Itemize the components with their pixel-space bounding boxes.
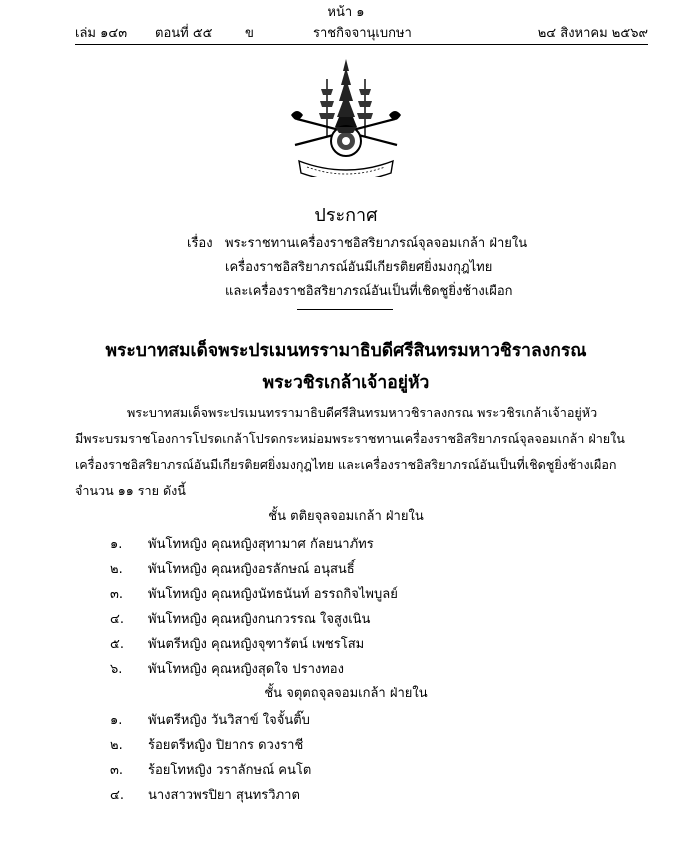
recipient-item <box>110 758 311 783</box>
recipient-list-quaternary <box>110 708 311 808</box>
item-number: ๕. <box>110 637 124 652</box>
recipient-item <box>110 582 398 607</box>
royal-title-line: พระบาทสมเด็จพระปรเมนทรรามาธิบดีศรีสินทรมหาวชิราลงกรณ <box>105 341 587 361</box>
item-number: ๔. <box>110 612 124 627</box>
item-number: ๑. <box>110 537 123 552</box>
publish-date: ๒๔ สิงหาคม ๒๕๖๙ <box>537 26 648 41</box>
recipient-item <box>110 733 311 758</box>
recipient-name: พันโทหญิง คุณหญิงกนกวรรณ ใจสูงเนิน <box>148 612 371 627</box>
body-line: จำนวน ๑๑ ราย ดังนี้ <box>75 483 186 498</box>
item-number: ๓. <box>110 763 124 778</box>
gazette-name: ราชกิจจานุเบกษา <box>313 26 412 41</box>
section-letter: ข <box>245 26 254 41</box>
subject-line: พระราชทานเครื่องราชอิสริยาภรณ์จุลจอมเกล้า ฝ่ายใน <box>225 236 528 251</box>
recipient-item <box>110 607 398 632</box>
recipient-name: พันโทหญิง คุณหญิงนัทธนันท์ อรรถกิจไพบูลย์ <box>148 587 398 602</box>
volume-number: เล่ม ๑๔๓ <box>75 26 128 41</box>
header-divider <box>75 44 648 45</box>
subject-label: เรื่อง <box>187 236 213 251</box>
page-number: หน้า ๑ <box>327 5 365 20</box>
recipient-name: ร้อยโทหญิง วราลักษณ์ คนโต <box>148 763 312 778</box>
recipient-item <box>110 657 398 682</box>
royal-emblem-icon <box>287 57 405 177</box>
item-number: ๖. <box>110 662 123 677</box>
item-number: ๒. <box>110 738 123 753</box>
royal-title-line: พระวชิรเกล้าเจ้าอยู่หัว <box>262 373 430 393</box>
item-number: ๒. <box>110 562 123 577</box>
recipient-name: ร้อยตรีหญิง ปิยากร ดวงราชี <box>148 738 304 753</box>
announcement-body <box>75 400 650 504</box>
announcement-subject <box>187 232 527 304</box>
recipient-name: พันตรีหญิง คุณหญิงจุฑารัตน์ เพชรโสม <box>148 637 365 652</box>
gazette-header <box>75 22 648 40</box>
body-line: พระบาทสมเด็จพระปรเมนทรรามาธิบดีศรีสินทรมหาวชิราลงกรณ พระวชิรเกล้าเจ้าอยู่หัว <box>127 405 598 420</box>
royal-title <box>0 335 692 399</box>
recipient-item <box>110 632 398 657</box>
item-number: ๔. <box>110 788 124 803</box>
recipient-name: นางสาวพรปิยา สุนทรวิภาต <box>148 788 300 803</box>
body-line: มีพระบรมราชโองการโปรดเกล้าโปรดกระหม่อมพระราชทานเครื่องราชอิสริยาภรณ์จุลจอมเกล้า ฝ่ายใน <box>75 431 625 446</box>
section-number: ตอนที่ ๕๕ <box>155 26 213 41</box>
recipient-name: พันโทหญิง คุณหญิงอรลักษณ์ อนุสนธิ์ <box>148 562 355 577</box>
class-heading-tertiary: ชั้น ตติยจุลจอมเกล้า ฝ่ายใน <box>268 509 424 524</box>
announcement-title: ประกาศ <box>314 205 378 226</box>
recipient-list-tertiary <box>110 532 398 682</box>
item-number: ๓. <box>110 587 124 602</box>
recipient-name: พันโทหญิง คุณหญิงสุทามาศ กัลยนาภัทร <box>148 537 374 552</box>
recipient-item <box>110 532 398 557</box>
recipient-name: พันโทหญิง คุณหญิงสุดใจ ปรางทอง <box>148 662 344 677</box>
class-heading-quaternary: ชั้น จตุตถจุลจอมเกล้า ฝ่ายใน <box>264 686 428 701</box>
title-divider <box>297 309 393 310</box>
recipient-name: พันตรีหญิง วันวิสาข์ ใจจั้นติ๊บ <box>148 713 310 728</box>
subject-line: และเครื่องราชอิสริยาภรณ์อันเป็นที่เชิดชูยิ่งช้างเผือก <box>225 284 513 299</box>
item-number: ๑. <box>110 713 123 728</box>
body-line: เครื่องราชอิสริยาภรณ์อันมีเกียรติยศยิ่งมงกุฎไทย และเครื่องราชอิสริยาภรณ์อันเป็นที่เชิดชูยิ่งช้างเผือก <box>75 457 617 472</box>
recipient-item <box>110 783 311 808</box>
recipient-item <box>110 708 311 733</box>
recipient-item <box>110 557 398 582</box>
subject-line: เครื่องราชอิสริยาภรณ์อันมีเกียรติยศยิ่งมงกุฎไทย <box>225 260 493 275</box>
